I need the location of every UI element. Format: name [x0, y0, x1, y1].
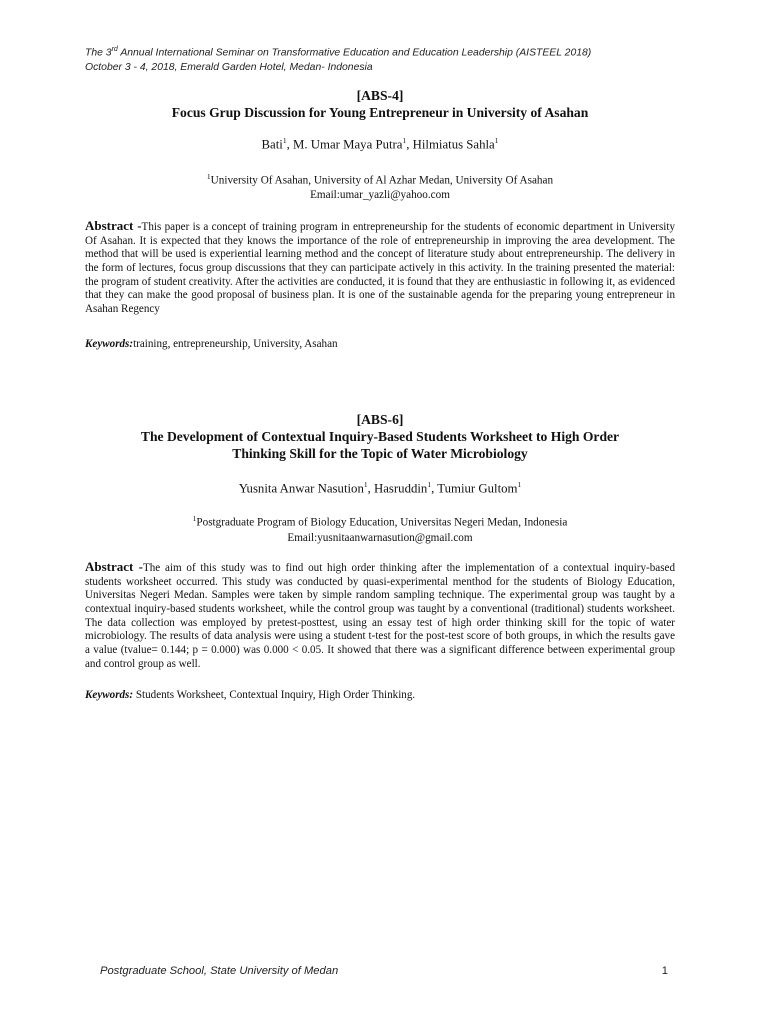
conference-title: The 3rd Annual International Seminar on Transformative Education and Education Leadership (AISTEEL 2018) — [85, 46, 592, 59]
abstract-label: Abstract - — [85, 218, 142, 233]
author-name: Hilmiatus Sahla — [412, 137, 495, 152]
abstract-text: This paper is a concept of training program in entrepreneurship for the students of economic department in University Of Asahan. It is expected that they knows the importance of the role of entrepreneurship in improving the area development. The method that will be used is experiential learning method and the concept of literature study about entrepreneurship. The delivery in the form of lectures, focus group discussions that they can participate actively in this activity. In the training presented the material: the program of student creativity. After the activities are conducted, it is found that they are enthusiastic in following it, as evidenced that they can make the good proposal of business plan. It is one of the sustainable agenda for the preparing young entrepreneur in Asahan Regency — [85, 221, 675, 315]
author-name: Yusnita Anwar Nasution — [238, 481, 364, 496]
conference-header — [85, 42, 591, 75]
page-footer — [100, 965, 668, 977]
keywords-line — [85, 337, 675, 351]
footer-institution: Postgraduate School, State University of Medan — [100, 965, 339, 977]
abstract-block-1 — [85, 87, 675, 351]
page-number: 1 — [661, 965, 668, 977]
conference-date-venue: October 3 - 4, 2018, Emerald Garden Hotel, Medan- Indonesia — [85, 62, 373, 74]
keywords-label: Keywords: — [85, 689, 134, 702]
email-link[interactable]: umar_yazli@yahoo.com — [339, 189, 450, 201]
author-name: M. Umar Maya Putra — [293, 137, 403, 152]
abstract-label: Abstract - — [85, 559, 143, 574]
keywords-text: training, entrepreneurship, University, Asahan — [133, 337, 338, 350]
keywords-line — [85, 688, 675, 702]
affiliation: $^1$University Of Asahan, University of Al Azhar Medan, University Of Asahan — [206, 172, 554, 187]
abstract-title-line-1: The Development of Contextual Inquiry-Based Students Worksheet to High Order — [140, 429, 620, 444]
author-name: Tumiur Gultom — [437, 481, 518, 496]
abstract-id: [ABS-4] — [356, 88, 404, 103]
keywords-text: Students Worksheet, Contextual Inquiry, High Order Thinking. — [133, 689, 416, 702]
abstract-text: The aim of this study was to find out high order thinking after the implementation of a contextual inquiry-based students worksheet occurred. This study was conducted by quasi-experimental menthod for the students of Biology Education, Universitas Negeri Medan. Samples were taken by simple random sampling technique. The experimental group was taught by a contextual inquiry-based students worksheet, while the control group was taught by a conventional (traditional) students worksheet. The data collection was employed by pretest-posttest, using an essay test of high order thinking skill for the topic of water microbiology. The results of data analysis were using a student t-test for the post-test score of both groups, in which the results gave a value (tvalue= 0.144; p = 0.000) was 0.000 < 0.05. It showed that there was a significant difference between experimental group and control group as well. — [85, 562, 675, 670]
author-list: Yusnita Anwar Nasution$^1$, Hasruddin$^1$, Tumiur Gultom$^1$ — [238, 480, 522, 496]
author-name: Hasruddin — [374, 481, 428, 496]
email-line: Email:umar_yazli@yahoo.com — [310, 189, 450, 201]
abstract-block-2 — [85, 411, 675, 702]
abstract-title-line-2: Thinking Skill for the Topic of Water Microbiology — [232, 446, 528, 461]
email-link[interactable]: yusnitaanwarnasution@gmail.com — [317, 532, 473, 544]
email-line: Email:yusnitaanwarnasution@gmail.com — [287, 532, 473, 544]
abstract-body — [85, 560, 675, 671]
keywords-label: Keywords: — [85, 337, 134, 350]
abstract-id: [ABS-6] — [356, 412, 404, 427]
author-name: Bati — [261, 137, 283, 152]
abstract-title: Focus Grup Discussion for Young Entrepreneur in University of Asahan — [171, 105, 589, 120]
abstract-body — [85, 219, 675, 317]
affiliation: $^1$Postgraduate Program of Biology Education, Universitas Negeri Medan, Indonesia — [192, 514, 568, 529]
author-list: Bati$^1$, M. Umar Maya Putra$^1$, Hilmiatus Sahla$^1$ — [261, 136, 499, 152]
